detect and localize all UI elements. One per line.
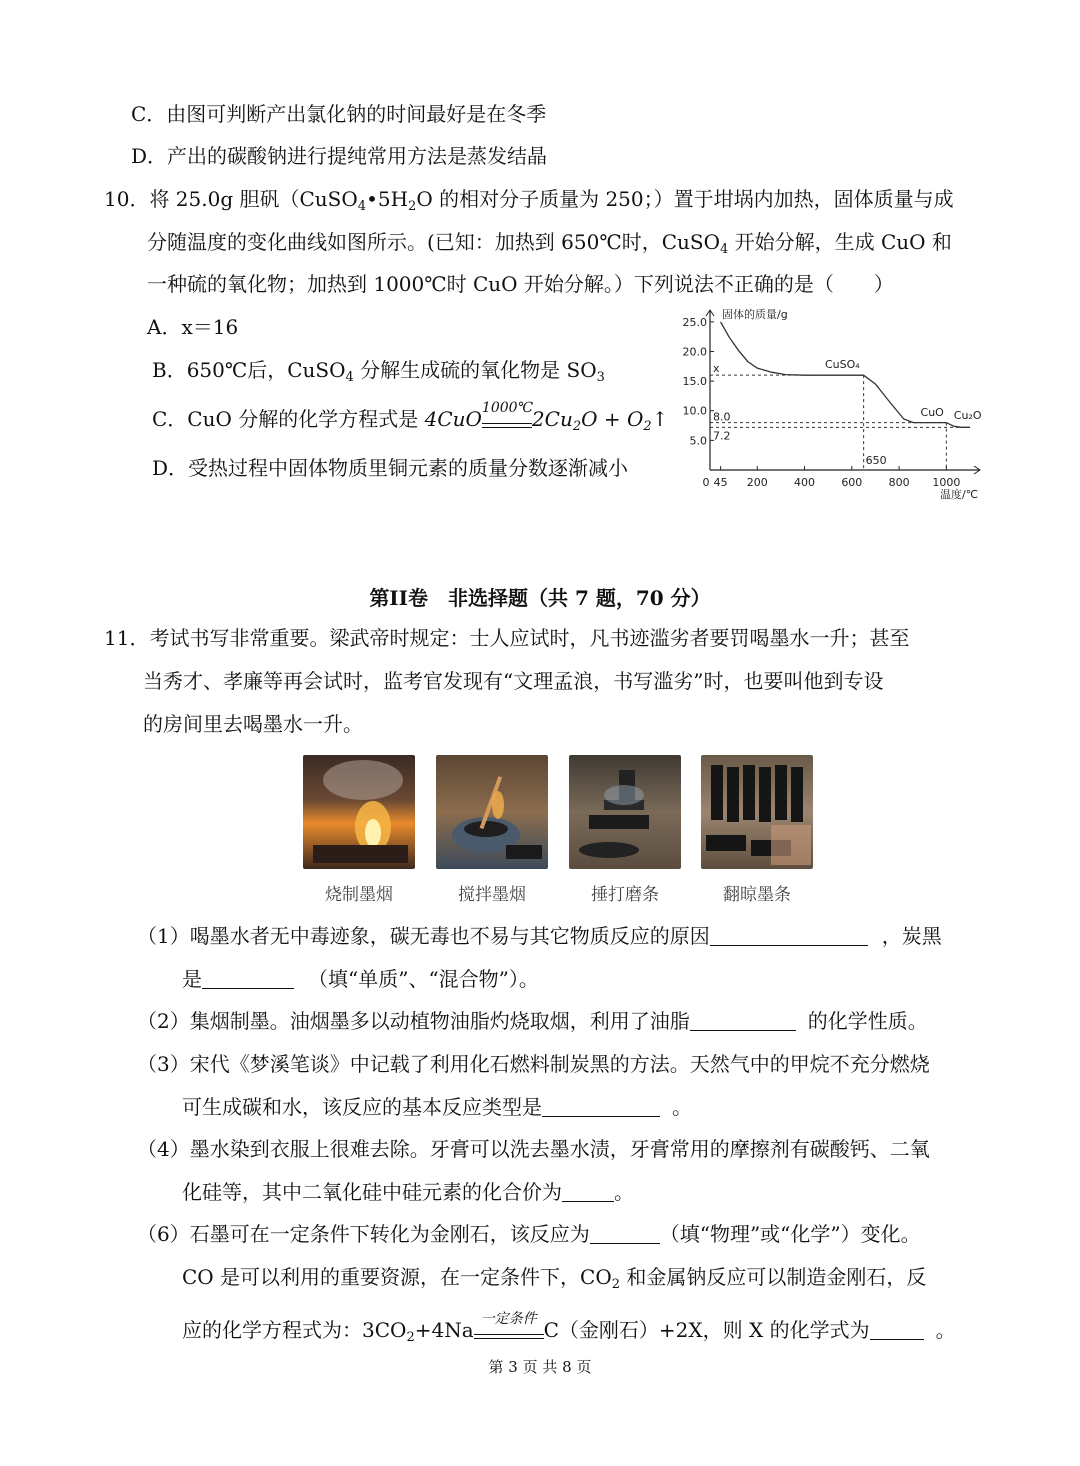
q11-part6-line3: 应的化学方程式为：$3CO_2+4Na$ 一定条件 C（金刚石）+2X，则 X 的化学式为 。 <box>182 1311 956 1345</box>
caption-stirring-soot: 搅拌墨烟 <box>458 885 526 905</box>
y-axis-label: 固体的质量/g <box>722 308 788 321</box>
q10-option-c: C．CuO 分解的化学方程式是 4CuO 1000℃ $2Cu_2O$ + $O_2↑$ <box>152 400 669 434</box>
x-tick-label: 45 <box>713 476 728 489</box>
answer-blank-2[interactable] <box>690 1010 796 1031</box>
q11-stem-line1: 11．考试书写非常重要。梁武帝时规定：士人应试时，凡书迹滥劣者要罚喝墨水一升；甚至 <box>104 626 910 650</box>
label-650: 650 <box>865 454 887 467</box>
q11-part4-line2: 化硅等，其中二氧化硅中硅元素的化合价为 。 <box>182 1180 634 1204</box>
x-tick-label: 600 <box>841 476 863 489</box>
answer-blank-1a[interactable] <box>710 925 868 946</box>
x-tick-label: 800 <box>888 476 910 489</box>
q10-stem-line3: 一种硫的氧化物；加热到 1000℃时 CuO 开始分解。）下列说法不正确的是（ ） <box>147 272 894 296</box>
photo-drying-sticks <box>701 755 813 869</box>
q10-option-d: D．受热过程中固体物质里铜元素的质量分数逐渐减小 <box>152 456 629 480</box>
x-axis-label: 温度/℃ <box>940 488 979 501</box>
x-tick-label: 0 <box>702 476 710 489</box>
q9-option-d: D．产出的碳酸钠进行提纯常用方法是蒸发结晶 <box>131 144 548 168</box>
reaction-condition-2: 一定条件 <box>474 1325 544 1339</box>
caption-burning-soot: 烧制墨烟 <box>325 885 393 905</box>
answer-blank-4[interactable] <box>562 1181 614 1202</box>
q11-part3-line2: 可生成碳和水，该反应的基本反应类型是 。 <box>182 1095 692 1119</box>
q11-part1-line2: 是 （填“单质”、“混合物”）。 <box>182 967 539 991</box>
x-tick-label: 400 <box>794 476 816 489</box>
mass-temperature-chart <box>680 302 990 502</box>
y-tick-label: 5.0 <box>689 434 707 448</box>
label-cuo: CuO <box>920 406 944 420</box>
label-7.2: 7.2 <box>713 429 731 443</box>
answer-blank-6a[interactable] <box>590 1223 660 1244</box>
label-cuso4: CuSO₄ <box>825 358 860 372</box>
q11-part6-line2: CO 是可以利用的重要资源，在一定条件下，$CO_2$ 和金属钠反应可以制造金刚石，反 <box>182 1265 927 1292</box>
page-footer: 第 3 页 共 8 页 <box>488 1358 592 1376</box>
q10-option-b: B．650℃后，CuSO$_4$ 分解生成硫的氧化物是 $SO_3$ <box>152 358 605 385</box>
y-tick-label: 15.0 <box>682 375 707 389</box>
answer-blank-6b[interactable] <box>870 1319 924 1340</box>
q11-part6-line1: （6）石墨可在一定条件下转化为金刚石，该反应为 （填“物理”或“化学”）变化。 <box>137 1222 921 1246</box>
q10-option-a: A．x＝16 <box>147 315 239 339</box>
caption-hammering-sticks: 捶打磨条 <box>591 885 659 905</box>
chart-labels <box>683 307 982 501</box>
q11-part4-line1: （4）墨水染到衣服上很难去除。牙膏可以洗去墨水渍，牙膏常用的摩擦剂有碳酸钙、二氧 <box>137 1137 930 1161</box>
q11-part1-line1: （1）喝墨水者无中毒迹象，碳无毒也不易与其它物质反应的原因 ，炭黑 <box>137 924 942 948</box>
chart-axes <box>706 310 980 474</box>
photo-hammering-sticks <box>569 755 681 869</box>
q11-stem-line3: 的房间里去喝墨水一升。 <box>143 712 363 736</box>
q9-option-c: C．由图可判断产出氯化钠的时间最好是在冬季 <box>131 102 547 126</box>
reaction-condition: 1000℃ <box>482 414 532 428</box>
x-tick-label: 200 <box>746 476 768 489</box>
label-x: x <box>713 362 720 376</box>
q11-part3-line1: （3）宋代《梦溪笔谈》中记载了利用化石燃料制炭黑的方法。天然气中的甲烷不充分燃烧 <box>137 1052 930 1076</box>
q10-stem-line1: 10．将 25.0g 胆矾（$CuSO_4•5H_2O$ 的相对分子质量为 250；）置于坩埚内加热，固体质量与成 <box>104 187 954 214</box>
y-tick-label: 10.0 <box>682 404 707 418</box>
answer-blank-1b[interactable] <box>202 968 294 989</box>
label-8: 8.0 <box>713 410 731 424</box>
label-cu2o: Cu₂O <box>953 409 982 423</box>
q11-stem-line2: 当秀才、孝廉等再会试时，监考官发现有“文理孟浪，书写滥劣”时，也要叫他到专设 <box>143 669 884 693</box>
photo-stirring-soot <box>436 755 548 869</box>
answer-blank-3[interactable] <box>542 1096 660 1117</box>
y-tick-label: 20.0 <box>682 345 707 359</box>
x-tick-label: 1000 <box>932 476 961 489</box>
q10-stem-line2: 分随温度的变化曲线如图所示。(已知：加热到 650℃时，CuSO$_4$ 开始分解，生成 CuO 和 <box>147 230 952 257</box>
y-tick-label: 25.0 <box>682 315 707 329</box>
section-title: 第II卷 非选择题（共 7 题，70 分） <box>369 586 711 610</box>
photo-burning-soot <box>303 755 415 869</box>
q11-part2: （2）集烟制墨。油烟墨多以动植物油脂灼烧取烟，利用了油脂 的化学性质。 <box>137 1009 928 1033</box>
caption-drying-sticks: 翻晾墨条 <box>723 885 791 905</box>
